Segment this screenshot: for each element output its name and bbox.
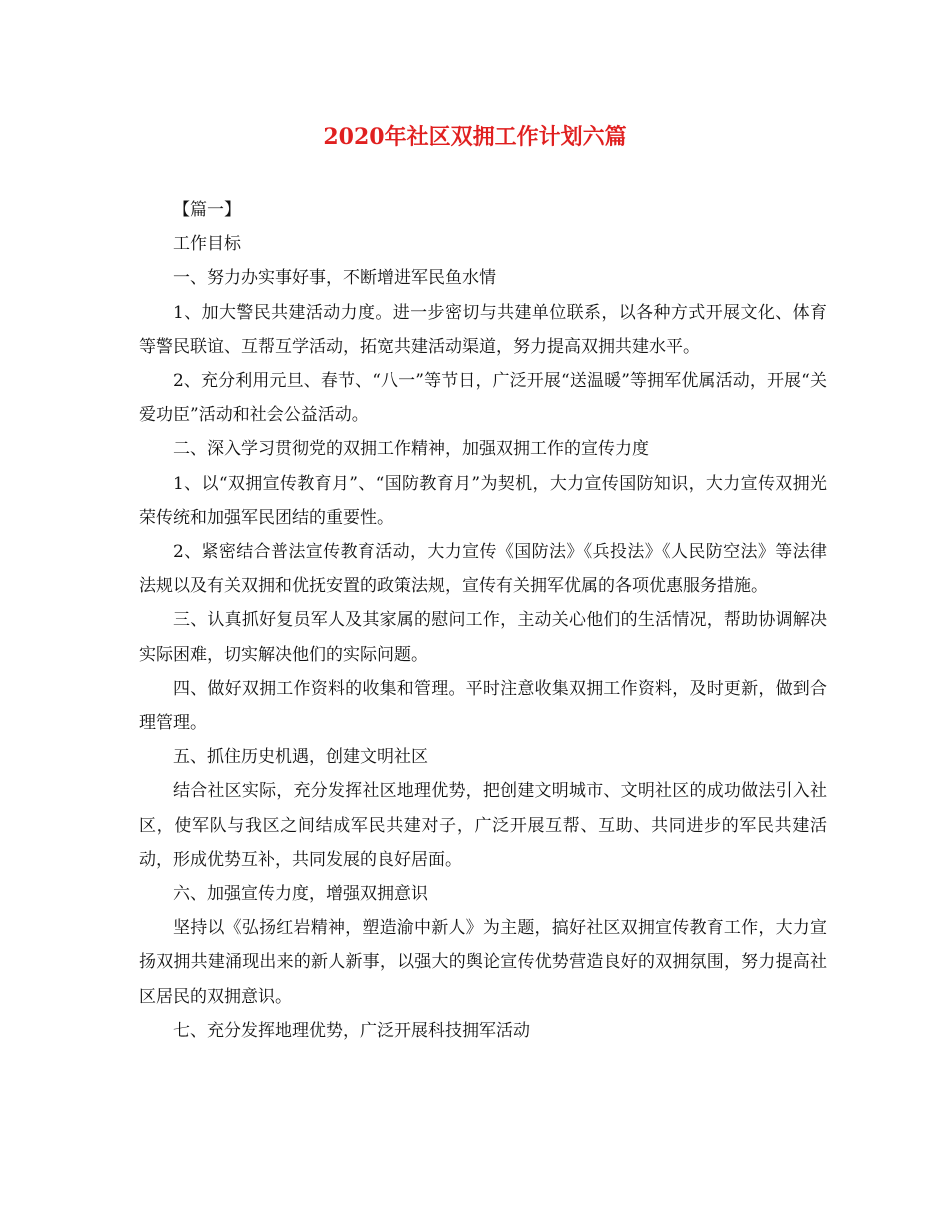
section-heading: 【篇一】 [173,200,241,220]
paragraph: 2、紧密结合普法宣传教育活动，大力宣传《国防法》《兵投法》《人民防空法》等法律法规以及有关双拥和优抚安置的政策法规，宣传有关拥军优属的各项优惠服务措施。 [139,542,827,597]
paragraph: 结合社区实际，充分发挥社区地理优势，把创建文明城市、文明社区的成功做法引入社区，使军队与我区之间结成军民共建对子，广泛开展互帮、互助、共同进步的军民共建活动，形成优势互补，共同发展的良好居面。 [139,781,827,870]
document-body [139,193,827,1048]
paragraph: 坚持以《弘扬红岩精神，塑造渝中新人》为主题，搞好社区双拥宣传教育工作，大力宣扬双拥共建涌现出来的新人新事，以强大的舆论宣传优势营造良好的双拥氛围，努力提高社区居民的双拥意识。 [139,918,827,1007]
paragraph: 1、加大警民共建活动力度。进一步密切与共建单位联系，以各种方式开展文化、体育等警民联谊、互帮互学活动，拓宽共建活动渠道，努力提高双拥共建水平。 [139,302,827,357]
document-title: 2020年社区双拥工作计划六篇 [323,124,627,150]
paragraph: 2、充分利用元旦、春节、“八一”等节日，广泛开展“送温暖”等拥军优属活动，开展“关爱功臣”活动和社会公益活动。 [139,371,827,426]
paragraph: 四、做好双拥工作资料的收集和管理。平时注意收集双拥工作资料，及时更新，做到合理管理。 [139,678,827,734]
paragraph: 三、认真抓好复员军人及其家属的慰问工作，主动关心他们的生活情况，帮助协调解决实际困难，切实解决他们的实际问题。 [139,610,827,665]
paragraph: 五、抓住历史机遇，创建文明社区 [173,747,428,768]
paragraph: 二、深入学习贯彻党的双拥工作精神，加强双拥工作的宣传力度 [173,439,649,460]
paragraph: 一、努力办实事好事，不断增进军民鱼水情 [173,268,496,289]
paragraph: 工作目标 [173,234,241,255]
paragraph: 七、充分发挥地理优势，广泛开展科技拥军活动 [173,1020,530,1041]
paragraph: 六、加强宣传力度，增强双拥意识 [173,884,428,905]
paragraph: 1、以“双拥宣传教育月”、“国防教育月”为契机，大力宣传国防知识，大力宣传双拥光荣传统和加强军民团结的重要性。 [139,473,827,528]
